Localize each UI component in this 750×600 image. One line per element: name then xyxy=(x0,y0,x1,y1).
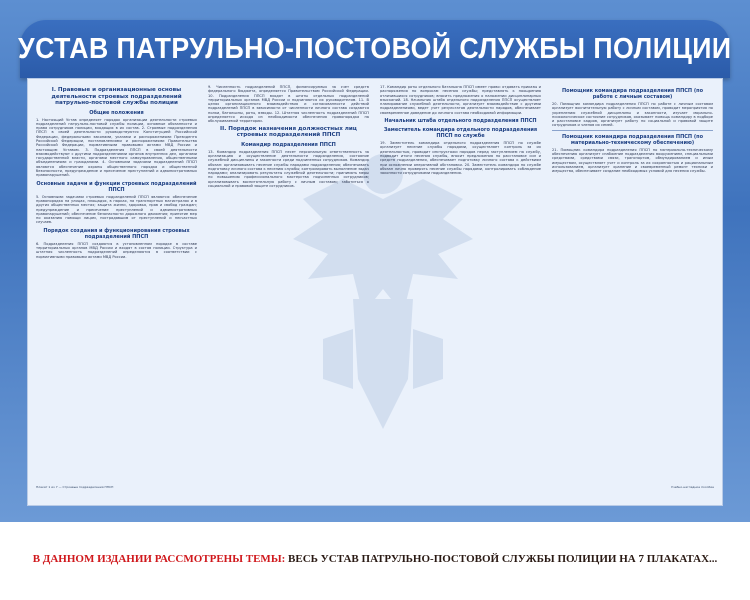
footer-right: Учебно-наглядное пособие xyxy=(671,485,714,489)
section-text: 6. Подразделения ППСП создаются в установленном порядке в составе территориальных органов МВД России и входят в состав полиции. Структура и штатная численность подразделений определяются в соответствии с нормативными правовыми актами МВД России. xyxy=(36,241,197,259)
section-text: 13. Командир подразделения ППСП несет персональную ответственность за организацию и осуществление деятельности подразделения, состояние служебной дисциплины и законности среди подчиненных сотрудников. Командир обязан: организовывать несение службы нарядами подразделения; обеспечивать подготовку личного состава к несению службы; контролировать выполнение задач нарядами; анализировать результаты служебной деятельности; принимать меры по повышению профессионального мастерства подчиненных сотрудников; организовывать воспитательную работу с личным составом; заботиться о социальной и правовой защите сотрудников. xyxy=(208,149,369,189)
subsection-heading: Командир подразделения ППСП xyxy=(241,141,336,148)
section-text: 9. Численность подразделений ППСП, финансируемых за счет средств федерального бюджета, определяется Правительством Российской Федерации. 10. Подразделения ППСП входят в штаты отдельных подразделений территориальных органов МВД России и подчиняются их руководителям. 11. В целях организационного взаимодействия и согласованности действий подразделений ППСП в зависимости от численности личного состава создаются полки, батальоны, роты, взводы. 12. Штатная численность подразделений ППСП определяется исходя из необходимости обеспечения правопорядка на обслуживаемой территории. xyxy=(208,85,369,124)
section-text: 20. Помощник командира подразделения ППСП по работе с личным составом организует воспитательную работу с личным составом, проводит мероприятия по укреплению служебной дисциплины и законности, изучает морально-психологическое состояние сотрудников, оказывает помощь командиру в подборе и расстановке кадров, организует работу по социальной и правовой защите сотрудников и членов их семей. xyxy=(552,102,713,128)
column-1 xyxy=(36,85,197,483)
subsection-heading: Общие положения xyxy=(89,109,144,116)
section-heading: II. Порядок назначения должностных лиц строевых подразделений ППСП xyxy=(220,125,357,139)
subsection-heading: Порядок создания и функционирования строевых подразделений ППСП xyxy=(43,227,190,240)
section-text: 17. Командир роты отдельного батальона ППСП имеет право: отдавать приказы и распоряжения по вопросам несения службы; представлять к поощрению отличившихся сотрудников; вносить предложения о наложении дисциплинарных взысканий. 18. Начальник штаба отдельного подразделения ППСП осуществляет планирование служебной деятельности, организует взаимодействие с другими подразделениями, ведет учет результатов деятельности нарядов, обеспечивает своевременное доведение до личного состава необходимой информации. xyxy=(380,85,541,115)
section-text: 1. Настоящий Устав определяет порядок организации деятельности строевых подразделений патрульно-постовой службы полиции, основные обязанности и права сотрудников полиции, входящих в их состав. 2. Строевые подразделения ППСП в своей деятельности руководствуются Конституцией Российской Федерации, федеральными законами, указами и распоряжениями Президента Российской Федерации, постановлениями и распоряжениями Правительства Российской Федерации, нормативными правовыми актами МВД России и настоящим Уставом. 3. Подразделения ППСП в своей деятельности взаимодействуют с другими подразделениями органов внутренних дел, органами государственной власти, органами местного самоуправления, общественными объединениями и гражданами. 4. Основными задачами подразделений ППСП являются обеспечение охраны общественного порядка и общественной безопасности, предупреждение и пресечение преступлений и административных правонарушений. xyxy=(36,117,197,178)
divider xyxy=(552,130,713,131)
section-text: 21. Помощник командира подразделения ППСП по материально-техническому обеспечению организует снабжение подразделения вооружением, специальными средствами, средствами связи, транспортом, обмундированием и иным имуществом, осуществляет учет и контроль за их сохранностью и рациональным использованием, организует хранение и своевременный ремонт техники и имущества, обеспечивает создание необходимых условий для несения службы. xyxy=(552,147,713,174)
section-text: 5. Основными задачами строевых подразделений ППСП являются: обеспечение правопорядка на улицах, площадях, в парках, на транспортных магистралях и в других общественных местах; защита жизни, здоровья, прав и свобод граждан; предупреждение и пресечение преступлений и административных правонарушений; обеспечение безопасности дорожного движения; принятие мер по оказанию помощи лицам, пострадавшим от преступлений и несчастных случаев. xyxy=(36,194,197,225)
column-3 xyxy=(380,85,541,483)
subsection-heading: Начальник штаба отдельного подразделения ППСП xyxy=(384,118,537,125)
notice-label: В ДАННОМ ИЗДАНИИ РАССМОТРЕНЫ ТЕМЫ: xyxy=(32,553,286,565)
subsection-heading: Заместитель командира отдельного подразделения ППСП по службе xyxy=(383,127,538,140)
section-heading: I. Правовые и организационные основы деятельности строевых подразделений патрульно-постовой службы полиции xyxy=(51,87,182,106)
section-text: 19. Заместитель командира отдельного подразделения ППСП по службе организует несение службы нарядами, осуществляет контроль за их деятельностью, проводит инструктажи нарядов перед заступлением на службу, подводит итоги несения службы, вносит предложения по расстановке сил и средств подразделения, обеспечивает подготовку личного состава к действиям при осложнении оперативной обстановки. 20. Заместитель командира по службе обязан лично проверять несение службы нарядами, контролировать соблюдение законности сотрудниками подразделения. xyxy=(380,141,541,176)
subsection-heading: Помощник командира подразделения ППСП (по материально-техническому обеспечению) xyxy=(561,133,704,146)
title-band xyxy=(20,20,730,78)
subsection-heading: Помощник командира подразделения ППСП (по работе с личным составом) xyxy=(561,88,704,100)
column-4 xyxy=(552,85,713,483)
column-2 xyxy=(208,85,369,483)
notice-text: ВЕСЬ УСТАВ ПАТРУЛЬНО-ПОСТОВОЙ СЛУЖБЫ ПОЛИЦИИ НА 7 ПЛАКАТАХ... xyxy=(288,553,718,565)
notice-line xyxy=(0,553,750,565)
footer-left: Плакат 1 из 7 — Строевые подразделения ППСП xyxy=(36,485,114,489)
subsection-heading: Основные задачи и функции строевых подразделений ППСП xyxy=(36,180,197,193)
content-panel xyxy=(27,78,723,506)
poster-title: УСТАВ ПАТРУЛЬНО-ПОСТОВОЙ СЛУЖБЫ ПОЛИЦИИ xyxy=(18,32,732,65)
